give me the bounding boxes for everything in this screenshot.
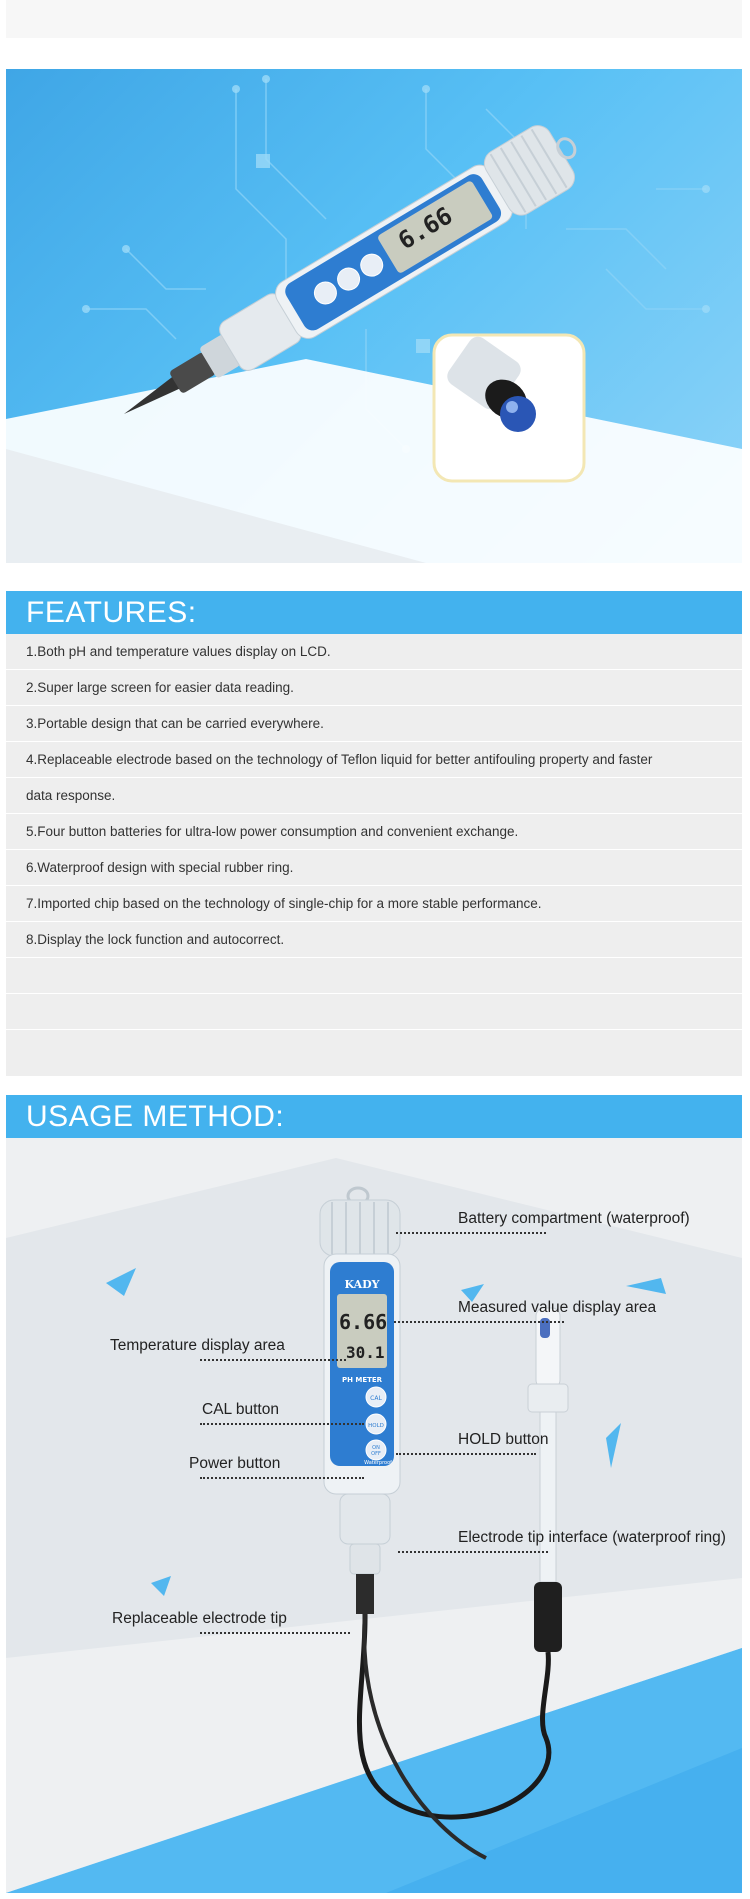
feature-item: 3.Portable design that can be carried everywhere. (6, 706, 742, 742)
leader-line (396, 1453, 536, 1455)
power-on-label: ON (372, 1445, 380, 1451)
feature-item: 7.Imported chip based on the technology of single-chip for a more stable performance. (6, 886, 742, 922)
callout-power-button: Power button (189, 1455, 281, 1472)
electrode-closeup-inset (434, 333, 584, 481)
callout-display-area: Measured value display area (458, 1299, 657, 1316)
usage-heading: USAGE METHOD: (6, 1095, 742, 1138)
callout-replaceable-tip: Replaceable electrode tip (112, 1610, 287, 1627)
leader-line (398, 1551, 548, 1553)
device-label: PH METER (341, 1376, 383, 1384)
waterproof-label: Waterproof (364, 1460, 392, 1466)
feature-item: 1.Both pH and temperature values display on LCD. (6, 634, 742, 670)
leader-line (200, 1359, 346, 1361)
lcd-ph-value: 6.66 (339, 1310, 388, 1334)
top-banner-strip (6, 0, 742, 38)
feature-item: 6.Waterproof design with special rubber ring. (6, 850, 742, 886)
leader-line (394, 1321, 564, 1323)
callout-cal-button: CAL button (202, 1401, 279, 1418)
leader-line (396, 1232, 546, 1234)
hold-button-label: HOLD (368, 1423, 384, 1429)
features-heading: FEATURES: (6, 591, 742, 634)
feature-item: 5.Four button batteries for ultra-low power consumption and convenient exchange. (6, 814, 742, 850)
leader-line (200, 1423, 364, 1425)
lcd-temp-value: 30.1 (346, 1343, 385, 1362)
leader-line (200, 1632, 350, 1634)
feature-empty-row (6, 958, 742, 994)
callout-temperature-area: Temperature display area (110, 1337, 285, 1354)
leader-line (200, 1477, 364, 1479)
feature-empty-row (6, 994, 742, 1030)
feature-item-continued: data response. (6, 778, 742, 814)
usage-diagram (6, 1138, 742, 1893)
callout-hold-button: HOLD button (458, 1431, 549, 1448)
hero-product-banner (6, 69, 742, 563)
feature-empty-row (6, 1030, 742, 1077)
usage-illustration (6, 1138, 742, 1893)
feature-item: 4.Replaceable electrode based on the technology of Teflon liquid for better antifouling property and faster (6, 742, 742, 778)
power-off-label: OFF (371, 1451, 381, 1457)
callout-electrode-interface: Electrode tip interface (waterproof ring) (458, 1529, 726, 1546)
cal-button-label: CAL (370, 1395, 382, 1402)
feature-item: 8.Display the lock function and autocorrect. (6, 922, 742, 958)
device-brand: KADY (344, 1278, 380, 1291)
hero-illustration (6, 69, 742, 563)
callout-battery-compartment: Battery compartment (waterproof) (458, 1210, 690, 1227)
features-list (6, 634, 742, 1077)
hero-lcd-ph: 6.66 (393, 201, 458, 256)
feature-item: 2.Super large screen for easier data reading. (6, 670, 742, 706)
